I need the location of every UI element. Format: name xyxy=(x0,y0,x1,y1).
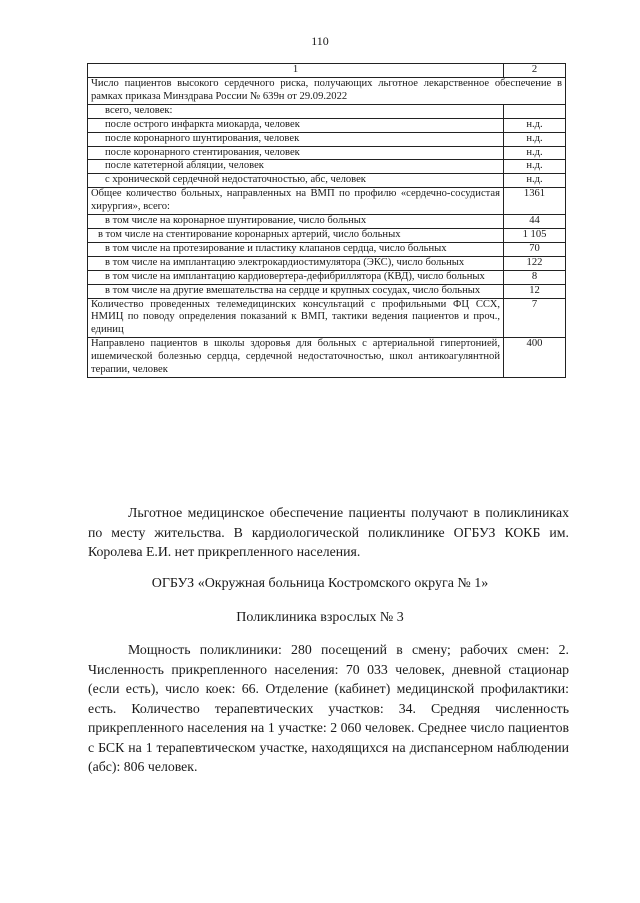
row-value: 1 105 xyxy=(504,228,566,242)
row-label: Количество проведенных телемедицинских консультаций с профильными ФЦ ССХ, НМИЦ по поводу определения показаний к ВМП, тактики ведения пациентов и проч., единиц xyxy=(88,298,504,338)
data-table xyxy=(87,63,566,378)
row-label: в том числе на имплантацию кардиовертера-дефибриллятора (КВД), число больных xyxy=(88,270,504,284)
paragraph-clinic-info: Мощность поликлиники: 280 посещений в смену; рабочих смен: 2. Численность прикрепленного населения: 70 033 человек, дневной стационар (если есть), число коек: 66. Отделение (кабинет) медицинской профилактики: есть. Количество терапевтических участков: 34. Средняя численность прикрепленного населения на 1 участке: 2 060 человек. Среднее число пациентов с БСК на 1 терапевтическом участке, находящихся на диспансерном наблюдении (абс): 806 человек. xyxy=(88,642,569,774)
table-row xyxy=(88,188,566,215)
row-label: в том числе на имплантацию электрокардиостимулятора (ЭКС), число больных xyxy=(88,256,504,270)
table-row xyxy=(88,146,566,160)
row-label: в том числе на другие вмешательства на сердце и крупных сосудах, число больных xyxy=(88,284,504,298)
table-row xyxy=(88,160,566,174)
row-value: 8 xyxy=(504,270,566,284)
table-header-row xyxy=(88,64,566,78)
row-label: Направлено пациентов в школы здоровья для больных с артериальной гипертонией, ишемической болезнью сердца, сердечной недостаточностью, школ антикоагулянтной терапии, человек xyxy=(88,338,504,378)
row-value: 7 xyxy=(504,298,566,338)
table-row xyxy=(88,338,566,378)
header-cell: 1 xyxy=(88,64,504,78)
row-value: н.д. xyxy=(504,146,566,160)
page-number: 110 xyxy=(311,34,329,48)
table-row xyxy=(88,78,566,105)
row-value: 122 xyxy=(504,256,566,270)
table-row xyxy=(88,228,566,242)
row-value: 1361 xyxy=(504,188,566,215)
row-value: 400 xyxy=(504,338,566,378)
paragraph-benefits: Льготное медицинское обеспечение пациенты получают в поликлиниках по месту жительства. В кардиологической поликлинике ОГБУЗ КОКБ им. Королева Е.И. нет прикрепленного населения. xyxy=(88,505,569,559)
row-label: в том числе на стентирование коронарных артерий, число больных xyxy=(88,228,504,242)
section-heading: ОГБУЗ «Окружная больница Костромского округа № 1» xyxy=(151,576,489,591)
row-value: 12 xyxy=(504,284,566,298)
row-value: н.д. xyxy=(504,132,566,146)
table-row xyxy=(88,284,566,298)
row-value: 70 xyxy=(504,242,566,256)
row-value: н.д. xyxy=(504,118,566,132)
table-row xyxy=(88,270,566,284)
row-value xyxy=(504,104,566,118)
row-label: после острого инфаркта миокарда, человек xyxy=(88,118,504,132)
row-label: после коронарного стентирования, человек xyxy=(88,146,504,160)
row-value: н.д. xyxy=(504,174,566,188)
table-row xyxy=(88,104,566,118)
subsection-heading: Поликлиника взрослых № 3 xyxy=(236,610,404,625)
table-row xyxy=(88,298,566,338)
table-row xyxy=(88,242,566,256)
row-label: Число пациентов высокого сердечного риска, получающих льготное лекарственное обеспечение в рамках приказа Минздрава России № 639н от 29.09.2022 xyxy=(88,78,566,105)
header-cell: 2 xyxy=(504,64,566,78)
table-row xyxy=(88,174,566,188)
table-row xyxy=(88,215,566,229)
row-label: Общее количество больных, направленных на ВМП по профилю «сердечно-сосудистая хирургия», всего: xyxy=(88,188,504,215)
row-label: после катетерной абляции, человек xyxy=(88,160,504,174)
row-value: н.д. xyxy=(504,160,566,174)
table-row xyxy=(88,118,566,132)
row-label: с хронической сердечной недостаточностью, абс, человек xyxy=(88,174,504,188)
table-row xyxy=(88,256,566,270)
table-row xyxy=(88,132,566,146)
row-label: в том числе на протезирование и пластику клапанов сердца, число больных xyxy=(88,242,504,256)
row-label: в том числе на коронарное шунтирование, число больных xyxy=(88,215,504,229)
row-label: всего, человек: xyxy=(88,104,504,118)
row-value: 44 xyxy=(504,215,566,229)
row-label: после коронарного шунтирования, человек xyxy=(88,132,504,146)
